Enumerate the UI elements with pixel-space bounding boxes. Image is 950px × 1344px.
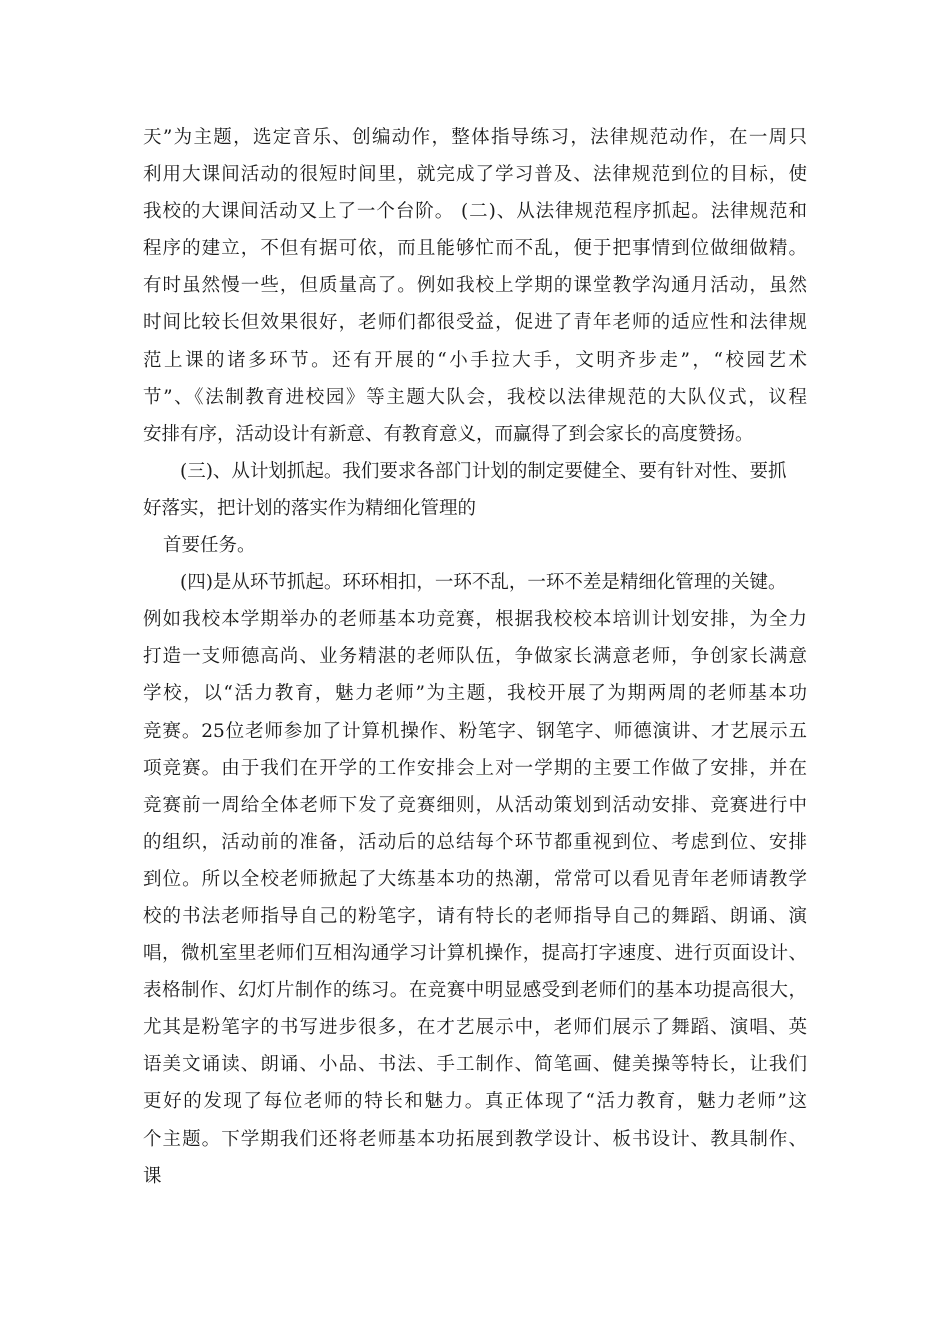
- text-line: 唱，微机室里老师们互相沟通学习计算机操作，提高打字速度、进行页面设计、: [143, 943, 807, 965]
- text-line: 课: [143, 1165, 162, 1187]
- text-line: 表格制作、幻灯片制作的练习。在竞赛中明显感受到老师们的基本功提高很大，: [143, 980, 807, 1002]
- text-line: 我校的大课间活动又上了一个台阶。 (二)、从法律规范程序抓起。法律规范和: [143, 201, 807, 223]
- paragraph-heading-3: (三)、从计划抓起。我们要求各部门计划的制定要健全、要有针对性、要抓: [180, 460, 787, 482]
- text-line: 项竞赛。由于我们在开学的工作安排会上对一学期的主要工作做了安排，并在: [143, 757, 807, 779]
- text-line: 时间比较长但效果很好，老师们都很受益，促进了青年老师的适应性和法律规: [143, 312, 807, 334]
- text-line: 范上课的诸多环节。还有开展的“小手拉大手，文明齐步走”，“校园艺术: [143, 349, 807, 371]
- text-line: 语美文诵读、朗诵、小品、书法、手工制作、简笔画、健美操等特长，让我们: [143, 1054, 807, 1076]
- text-line: 节”、《法制教育进校园》等主题大队会，我校以法律规范的大队仪式，议程: [143, 386, 807, 408]
- text-line: 竞赛。25位老师参加了计算机操作、粉笔字、钢笔字、师德演讲、才艺展示五: [143, 720, 807, 742]
- body-text: [143, 119, 813, 1195]
- text-line: 学校，以“活力教育，魅力老师”为主题，我校开展了为期两周的老师基本功: [143, 683, 807, 705]
- text-line: 天”为主题，选定音乐、创编动作，整体指导练习，法律规范动作，在一周只: [143, 127, 807, 148]
- text-line: 程序的建立，不但有据可依，而且能够忙而不乱，便于把事情到位做细做精。: [143, 238, 807, 260]
- text-line: 有时虽然慢一些，但质量高了。例如我校上学期的课堂教学沟通月活动，虽然: [143, 275, 807, 297]
- text-line: 例如我校本学期举办的老师基本功竞赛，根据我校校本培训计划安排，为全力: [143, 609, 807, 631]
- text-line: 安排有序，活动设计有新意、有教育意义，而赢得了到会家长的高度赞扬。: [143, 423, 754, 445]
- text-line: 尤其是粉笔字的书写进步很多，在才艺展示中，老师们展示了舞蹈、演唱、英: [143, 1017, 807, 1039]
- text-line: 的组织，活动前的准备，活动后的总结每个环节都重视到位、考虑到位、安排: [143, 831, 807, 853]
- paragraph-heading-4: (四)是从环节抓起。环环相扣，一环不乱，一环不差是精细化管理的关键。: [180, 572, 787, 594]
- text-line: 校的书法老师指导自己的粉笔字，请有特长的老师指导自己的舞蹈、朗诵、演: [143, 905, 807, 927]
- text-line: 打造一支师德高尚、业务精湛的老师队伍，争做家长满意老师，争创家长满意: [143, 646, 807, 668]
- text-line: 竞赛前一周给全体老师下发了竞赛细则，从活动策划到活动安排、竞赛进行中: [143, 794, 807, 816]
- text-line: 更好的发现了每位老师的特长和魅力。真正体现了“活力教育，魅力老师”这: [143, 1091, 807, 1113]
- text-line: 好落实，把计划的落实作为精细化管理的: [143, 497, 477, 519]
- text-line: 首要任务。: [163, 535, 256, 557]
- text-line: 到位。所以全校老师掀起了大练基本功的热潮，常常可以看见青年老师请教学: [143, 868, 807, 890]
- text-line: 利用大课间活动的很短时间里，就完成了学习普及、法律规范到位的目标，使: [143, 164, 807, 186]
- text-line: 个主题。下学期我们还将老师基本功拓展到教学设计、板书设计、教具制作、: [143, 1128, 807, 1150]
